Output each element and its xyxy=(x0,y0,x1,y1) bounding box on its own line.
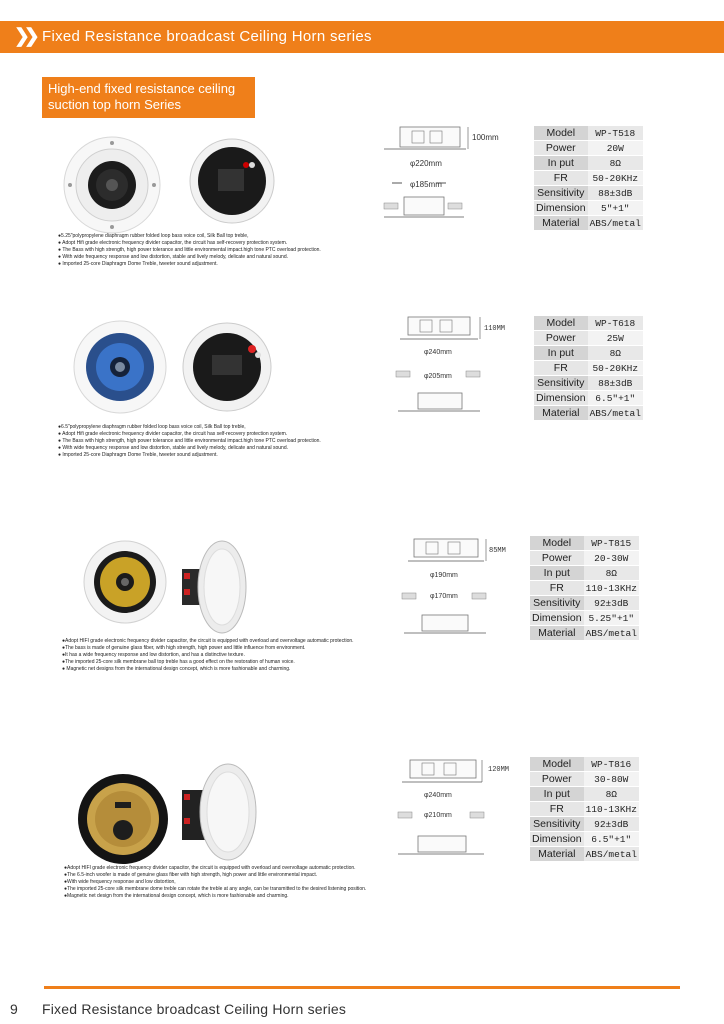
section-title-line1: High-end fixed resistance ceiling xyxy=(48,81,236,96)
spec-value: WP-T816 xyxy=(584,757,639,771)
list-item: ● Adopt Hifi grade electronic frequency divider capacitor, the circuit has self-recovery protection system. xyxy=(58,431,288,437)
spec-label: Material xyxy=(530,626,584,640)
spec-value: 6.5"+1" xyxy=(584,832,639,846)
dimension-height: 85MM xyxy=(489,547,506,555)
spec-value: 88±3dB xyxy=(588,376,643,390)
spec-value: 92±3dB xyxy=(584,596,639,610)
table-row xyxy=(534,361,643,375)
spec-value: 8Ω xyxy=(584,566,639,580)
table-row xyxy=(530,817,639,831)
list-item: ●The imported 25-core silk membrane dome treble can rotate the treble at any angle, can be transmitted to the desired listening position. xyxy=(64,886,367,892)
spec-label: Dimension xyxy=(532,833,582,845)
spec-label: Model xyxy=(534,316,588,330)
list-item: ● The Bass with high strength, high power tolerance and little environmental impact.high tone PTC overload protection. xyxy=(58,438,321,444)
product-wp-t815 xyxy=(0,535,724,685)
spec-label: In put xyxy=(530,566,584,580)
table-row xyxy=(534,346,643,360)
list-item: ●It has a wide frequency response and low distortion, and has a distinctive texture. xyxy=(62,652,245,658)
spec-label: Power xyxy=(534,331,588,345)
section-title xyxy=(42,77,255,118)
speaker-front-image xyxy=(62,135,162,235)
spec-value: 20-30W xyxy=(584,551,639,565)
spec-value: 6.5"+1" xyxy=(588,391,643,405)
table-row xyxy=(534,391,643,405)
table-row xyxy=(530,551,639,565)
spec-value: WP-T815 xyxy=(584,536,639,550)
product-wp-t816 xyxy=(0,756,724,906)
list-item: ● Magnetic net designs from the international design concept, which is more fashionable and charming. xyxy=(62,666,291,672)
spec-label: Model xyxy=(530,536,584,550)
table-row xyxy=(530,787,639,801)
spec-value: ABS/metal xyxy=(585,848,637,860)
spec-value: 50-20KHz xyxy=(588,171,643,185)
list-item: ● Imported 25-core Diaphragm Dome Treble, tweeter sound adjustment. xyxy=(58,452,218,458)
spec-value: 5.25"+1" xyxy=(584,611,639,625)
list-item: ●With wide frequency response and low distortion, xyxy=(64,879,176,885)
spec-value: WP-T618 xyxy=(588,316,643,330)
spec-label: In put xyxy=(534,346,588,360)
spec-table xyxy=(530,756,639,862)
spec-value: 92±3dB xyxy=(584,817,639,831)
dimension-cutout: φ185mm xyxy=(410,180,442,189)
spec-label: Model xyxy=(530,757,584,771)
spec-label: Material xyxy=(534,216,588,230)
chevron-right-icon: ❯❯ xyxy=(14,26,34,47)
list-item: ●The 6.5-inch woofer is made of genuine glass fiber with high strength, high power and little environmental impact. xyxy=(64,872,318,878)
header-bar xyxy=(0,21,724,53)
spec-label: Sensitivity xyxy=(530,817,584,831)
table-row xyxy=(534,376,643,390)
spec-label: Dimension xyxy=(532,612,582,624)
spec-label: Material xyxy=(534,406,588,420)
spec-label: Sensitivity xyxy=(534,186,588,200)
table-row xyxy=(530,626,639,640)
spec-label: Dimension xyxy=(536,202,586,214)
dimension-outer: φ240mm xyxy=(424,792,452,799)
table-row xyxy=(534,141,643,155)
spec-table xyxy=(534,315,643,421)
list-item: ● Adopt Hifi grade electronic frequency divider capacitor, the circuit has self-recovery protection system. xyxy=(58,240,288,246)
speaker-side-image xyxy=(178,762,258,862)
dimension-cutout: φ205mm xyxy=(424,373,452,380)
spec-label: Power xyxy=(530,772,584,786)
speaker-back-image xyxy=(188,135,276,227)
spec-label: Dimension xyxy=(536,392,586,404)
table-row xyxy=(534,186,643,200)
spec-value: 20W xyxy=(588,141,643,155)
dimension-drawing xyxy=(394,756,539,856)
spec-label: Power xyxy=(534,141,588,155)
page-title: Fixed Resistance broadcast Ceiling Horn series xyxy=(42,28,372,45)
spec-table xyxy=(530,535,639,641)
table-row xyxy=(530,847,639,861)
speaker-front-image xyxy=(82,539,168,625)
spec-label: In put xyxy=(530,787,584,801)
spec-label: Material xyxy=(530,847,584,861)
dimension-cutout: φ210mm xyxy=(424,812,452,819)
spec-label: Power xyxy=(530,551,584,565)
spec-value: WP-T518 xyxy=(588,126,643,140)
dimension-drawing xyxy=(400,535,545,635)
spec-label: In put xyxy=(534,156,588,170)
spec-label: Sensitivity xyxy=(530,596,584,610)
list-item: ●6.5"polypropylene diaphragm rubber folded loop bass voice coil, Silk Ball top treble, xyxy=(58,424,246,430)
table-row xyxy=(530,581,639,595)
dimension-outer: φ240mm xyxy=(424,349,452,356)
footer-title: Fixed Resistance broadcast Ceiling Horn series xyxy=(42,1001,347,1017)
footer-divider xyxy=(44,986,680,989)
spec-label: Model xyxy=(534,126,588,140)
list-item: ●5.25"polypropylene diaphragm rubber folded loop bass voice coil, Silk Ball top treble, xyxy=(58,233,249,239)
table-row xyxy=(534,216,643,230)
spec-label: Sensitivity xyxy=(534,376,588,390)
table-row xyxy=(534,331,643,345)
page-number: 9 xyxy=(10,1001,18,1017)
spec-value: 88±3dB xyxy=(588,186,643,200)
table-row xyxy=(530,611,639,625)
list-item: ●The imported 25-core silk membrane ball top treble has a good effect on the restoration of human voice. xyxy=(62,659,295,665)
table-row xyxy=(530,536,639,550)
spec-value: ABS/metal xyxy=(589,407,641,419)
dimension-cutout: φ170mm xyxy=(430,593,458,600)
feature-list xyxy=(64,865,366,900)
spec-label: FR xyxy=(530,802,584,816)
speaker-back-image xyxy=(182,319,272,417)
list-item: ●Adopt HIFI grade electronic frequency divider capacitor, the circuit is equipped with overload and overvoltage automatic protection. xyxy=(64,865,356,871)
spec-value: 25W xyxy=(588,331,643,345)
speaker-front-image xyxy=(76,772,170,866)
feature-list xyxy=(58,233,321,268)
spec-table xyxy=(534,125,643,231)
table-row xyxy=(530,566,639,580)
table-row xyxy=(530,596,639,610)
dimension-outer: φ220mm xyxy=(410,159,442,168)
table-row xyxy=(534,406,643,420)
dimension-height: 100mm xyxy=(472,133,499,142)
spec-value: 8Ω xyxy=(584,787,639,801)
spec-label: FR xyxy=(530,581,584,595)
spec-label: FR xyxy=(534,171,588,185)
list-item: ● The Bass with high strength, high power tolerance and little environmental impact.high tone PTC overload protection. xyxy=(58,247,321,253)
table-row xyxy=(530,832,639,846)
list-item: ●The bass is made of genuine glass fiber, with high strength, high power and little influence from environment. xyxy=(62,645,306,651)
list-item: ● With wide frequency response and low distortion, stable and lively melody, delicate and natural sound. xyxy=(58,254,288,260)
table-row xyxy=(534,316,643,330)
spec-value: 110-13KHz xyxy=(585,803,637,815)
spec-value: 30-80W xyxy=(584,772,639,786)
spec-value: ABS/metal xyxy=(589,217,641,229)
table-row xyxy=(530,802,639,816)
spec-value: 8Ω xyxy=(588,346,643,360)
table-row xyxy=(534,156,643,170)
section-title-line2: suction top horn Series xyxy=(48,97,181,112)
feature-list xyxy=(62,638,354,673)
table-row xyxy=(530,772,639,786)
product-wp-t518 xyxy=(0,125,724,275)
spec-label: FR xyxy=(534,361,588,375)
speaker-front-image xyxy=(70,317,170,417)
list-item: ●Magnetic net design from the international design concept, which is more fashionable and charming. xyxy=(64,893,289,899)
table-row xyxy=(530,757,639,771)
dimension-drawing xyxy=(394,315,539,415)
list-item: ● Imported 25-core Diaphragm Dome Treble, tweeter sound adjustment. xyxy=(58,261,218,267)
feature-list xyxy=(58,424,321,459)
spec-value: 8Ω xyxy=(588,156,643,170)
spec-value: 5"+1" xyxy=(588,201,643,215)
spec-value: 110-13KHz xyxy=(585,582,637,594)
table-row xyxy=(534,171,643,185)
dimension-drawing xyxy=(380,125,525,225)
dimension-height: 120MM xyxy=(488,766,510,774)
list-item: ● With wide frequency response and low distortion, stable and lively melody, delicate and natural sound. xyxy=(58,445,288,451)
dimension-height: 110MM xyxy=(484,325,506,333)
dimension-outer: φ190mm xyxy=(430,572,458,579)
list-item: ●Adopt HIFI grade electronic frequency divider capacitor, the circuit is equipped with overload and overvoltage automatic protection. xyxy=(62,638,354,644)
table-row xyxy=(534,201,643,215)
product-wp-t618 xyxy=(0,315,724,465)
spec-value: 50-20KHz xyxy=(588,361,643,375)
table-row xyxy=(534,126,643,140)
spec-value: ABS/metal xyxy=(585,627,637,639)
speaker-side-image xyxy=(178,539,248,635)
